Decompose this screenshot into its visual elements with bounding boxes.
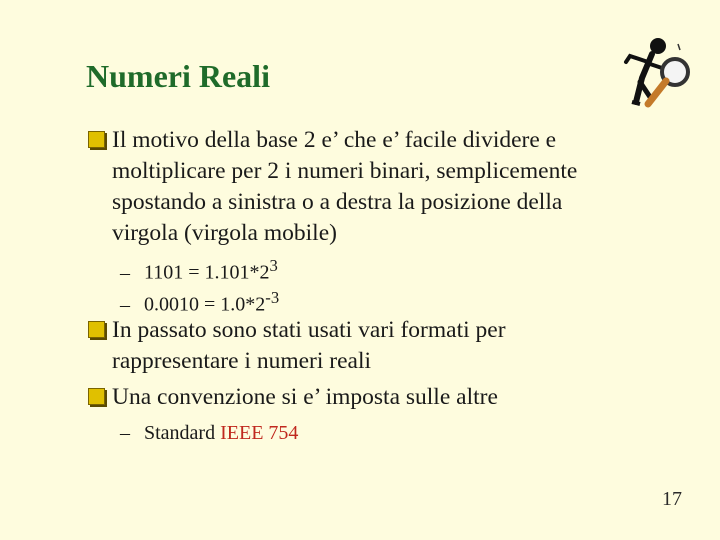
bullet-item: [88, 315, 668, 377]
formula-exponent: 3: [269, 256, 278, 275]
bullet-box-icon: [88, 321, 105, 338]
sub-bullet: – Standard IEEE 754: [120, 422, 299, 444]
magnifier-figure-icon: [612, 30, 694, 112]
bullet-line: moltiplicare per 2 i numeri binari, semplicemente: [112, 158, 578, 184]
sub-bullet: – $1101 = 1.101*2^3$: [120, 256, 278, 284]
formula-text: 1101 = 1.101*2: [144, 261, 270, 284]
ieee-highlight: IEEE 754: [220, 422, 299, 444]
sub-bullet: – $0.0010 = 1.0*2^{-3}$: [120, 288, 280, 316]
page-number: 17: [662, 488, 682, 510]
bullet-item: [88, 382, 668, 413]
bullet-line: spostando a sinistra o a destra la posizione della: [112, 189, 563, 215]
slide-title: Numeri Reali: [86, 58, 270, 94]
bullet-line: Il motivo della base 2 e’ che e’ facile dividere e: [112, 127, 557, 153]
bullet-box-icon: [88, 388, 105, 405]
standard-label: Standard: [144, 422, 221, 444]
bullet-line: rappresentare i numeri reali: [112, 348, 372, 374]
bullet-item: [88, 125, 668, 249]
formula-text: 0.0010 = 1.0*2: [144, 293, 266, 316]
formula-exponent: -3: [265, 288, 280, 307]
bullet-box-icon: [88, 131, 105, 148]
bullet-line: virgola (virgola mobile): [112, 220, 337, 246]
bullet-line: Una convenzione si e’ imposta sulle altre: [112, 384, 498, 410]
bullet-line: In passato sono stati usati vari formati per: [112, 317, 506, 343]
